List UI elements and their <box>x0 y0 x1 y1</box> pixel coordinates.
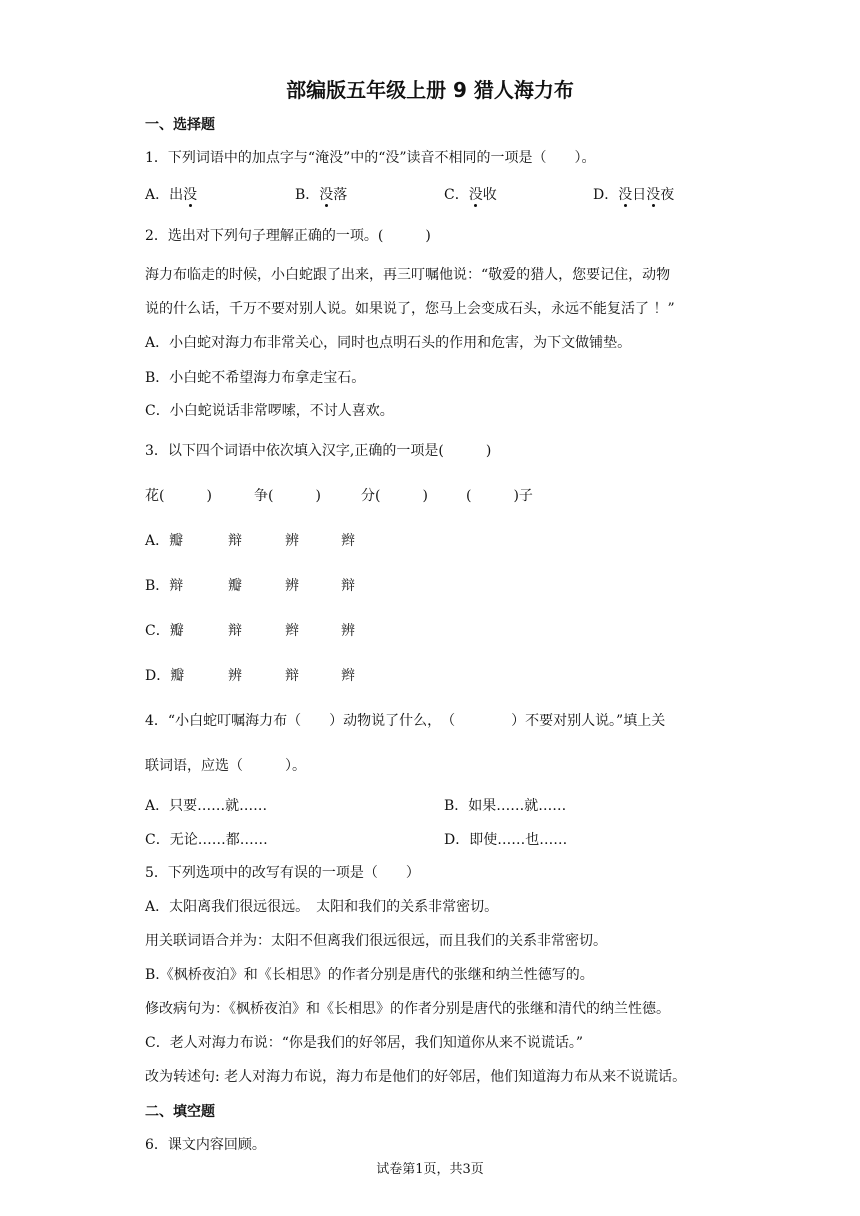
q3-b-word-4: 辩 <box>341 578 355 594</box>
q4-option-a: A．只要……就…… <box>145 798 268 814</box>
q1-d-suffix: 夜 <box>660 187 675 203</box>
q3-stem: 3．以下四个词语中依次填入汉字,正确的一项是( ) <box>145 443 492 459</box>
q2-stem: 2．选出对下列句子理解正确的一项。( ) <box>145 228 431 244</box>
q1-option-c <box>444 184 497 204</box>
q3-b-word-2: 瓣 <box>228 578 242 594</box>
q3-c-word-3: 辫 <box>285 623 299 639</box>
q1-d-dotted-char-1: 没 <box>618 187 633 203</box>
q3-b-word-1: B．辩 <box>145 578 184 594</box>
q5-option-a: A．太阳离我们很远很远。 太阳和我们的关系非常密切。 <box>145 899 499 915</box>
q1-b-dotted-char: 没 <box>319 187 334 203</box>
q3-blank-3: 分( ) <box>361 488 428 504</box>
q4-option-d: D．即使……也…… <box>444 832 568 848</box>
section-choice-heading: 一、选择题 <box>145 117 215 133</box>
q2-passage-line-2: 说的什么话，千万不要对别人说。如果说了，您马上会变成石头，永远不能复活了 ！” <box>145 301 675 317</box>
q3-c-word-1: C．瓣 <box>145 623 184 639</box>
q3-d-word-4: 辫 <box>341 668 355 684</box>
q1-c-prefix: C． <box>444 187 469 203</box>
q1-d-mid: 日 <box>632 187 647 203</box>
q3-d-word-2: 辨 <box>228 668 242 684</box>
q5-option-b: B.《枫桥夜泊》和《长相思》的作者分别是唐代的张继和纳兰性德写的。 <box>145 967 594 983</box>
q6-stem: 6．课文内容回顾。 <box>145 1137 266 1153</box>
page-title: 部编版五年级上册 9 猎人海力布 <box>286 78 574 102</box>
q3-blank-2: 争( ) <box>254 488 321 504</box>
q3-c-word-2: 辩 <box>228 623 242 639</box>
q1-option-a <box>145 184 197 204</box>
q1-d-prefix: D． <box>593 187 619 203</box>
q1-option-d <box>593 184 674 204</box>
q3-a-word-2: 辩 <box>228 533 242 549</box>
q3-b-word-3: 辨 <box>285 578 299 594</box>
q5-option-b-rewrite: 修改病句为：《枫桥夜泊》和《长相思》的作者分别是唐代的张继和清代的纳兰性德。 <box>145 1001 670 1017</box>
q1-b-prefix: B． <box>295 187 320 203</box>
q4-stem-line-2: 联词语，应选（ ）。 <box>145 758 306 774</box>
q1-c-dotted-char: 没 <box>468 187 483 203</box>
q5-option-c: C．老人对海力布说：“你是我们的好邻居，我们知道你从来不说谎话。” <box>145 1035 584 1051</box>
q3-blank-1: 花( ) <box>145 488 212 504</box>
q1-b-suffix: 落 <box>333 187 348 203</box>
q3-a-word-3: 辨 <box>285 533 299 549</box>
q3-d-word-3: 辩 <box>285 668 299 684</box>
q3-a-word-1: A．瓣 <box>145 533 184 549</box>
q3-a-word-4: 辫 <box>341 533 355 549</box>
q5-option-c-rewrite: 改为转述句: 老人对海力布说，海力布是他们的好邻居，他们知道海力布从来不说谎话。 <box>145 1069 687 1085</box>
page-footer: 试卷第1页，共3页 <box>376 1162 484 1177</box>
q1-c-suffix: 收 <box>482 187 497 203</box>
q1-a-prefix: A．出 <box>145 187 184 203</box>
q4-option-b: B．如果……就…… <box>444 798 567 814</box>
section-fill-heading: 二、填空题 <box>145 1104 215 1120</box>
q2-option-c: C．小白蛇说话非常啰嗦，不讨人喜欢。 <box>145 403 394 419</box>
q1-stem: 1．下列词语中的加点字与“淹没”中的“没”读音不相同的一项是（ ）。 <box>145 150 596 166</box>
q3-blank-4: ( )子 <box>466 488 533 504</box>
q2-passage-line-1: 海力布临走的时候，小白蛇跟了出来，再三叮嘱他说：“敬爱的猎人，您要记住，动物 <box>145 267 671 283</box>
q4-stem-line-1: 4．“小白蛇叮嘱海力布（ ）动物说了什么， （ ）不要对别人说。”填上关 <box>145 713 666 729</box>
q3-d-word-1: D．瓣 <box>145 668 185 684</box>
q1-a-dotted-char: 没 <box>183 187 198 203</box>
q2-option-b: B．小白蛇不希望海力布拿走宝石。 <box>145 370 366 386</box>
q2-option-a: A．小白蛇对海力布非常关心，同时也点明石头的作用和危害，为下文做铺垫。 <box>145 335 632 351</box>
q1-d-dotted-char-2: 没 <box>646 187 661 203</box>
q5-stem: 5．下列选项中的改写有误的一项是（ ） <box>145 865 420 881</box>
q5-option-a-rewrite: 用关联词语合并为：太阳不但离我们很远很远，而且我们的关系非常密切。 <box>145 933 607 949</box>
q1-option-b <box>295 184 347 204</box>
q4-option-c: C．无论……都…… <box>145 832 268 848</box>
q3-c-word-4: 辨 <box>341 623 355 639</box>
